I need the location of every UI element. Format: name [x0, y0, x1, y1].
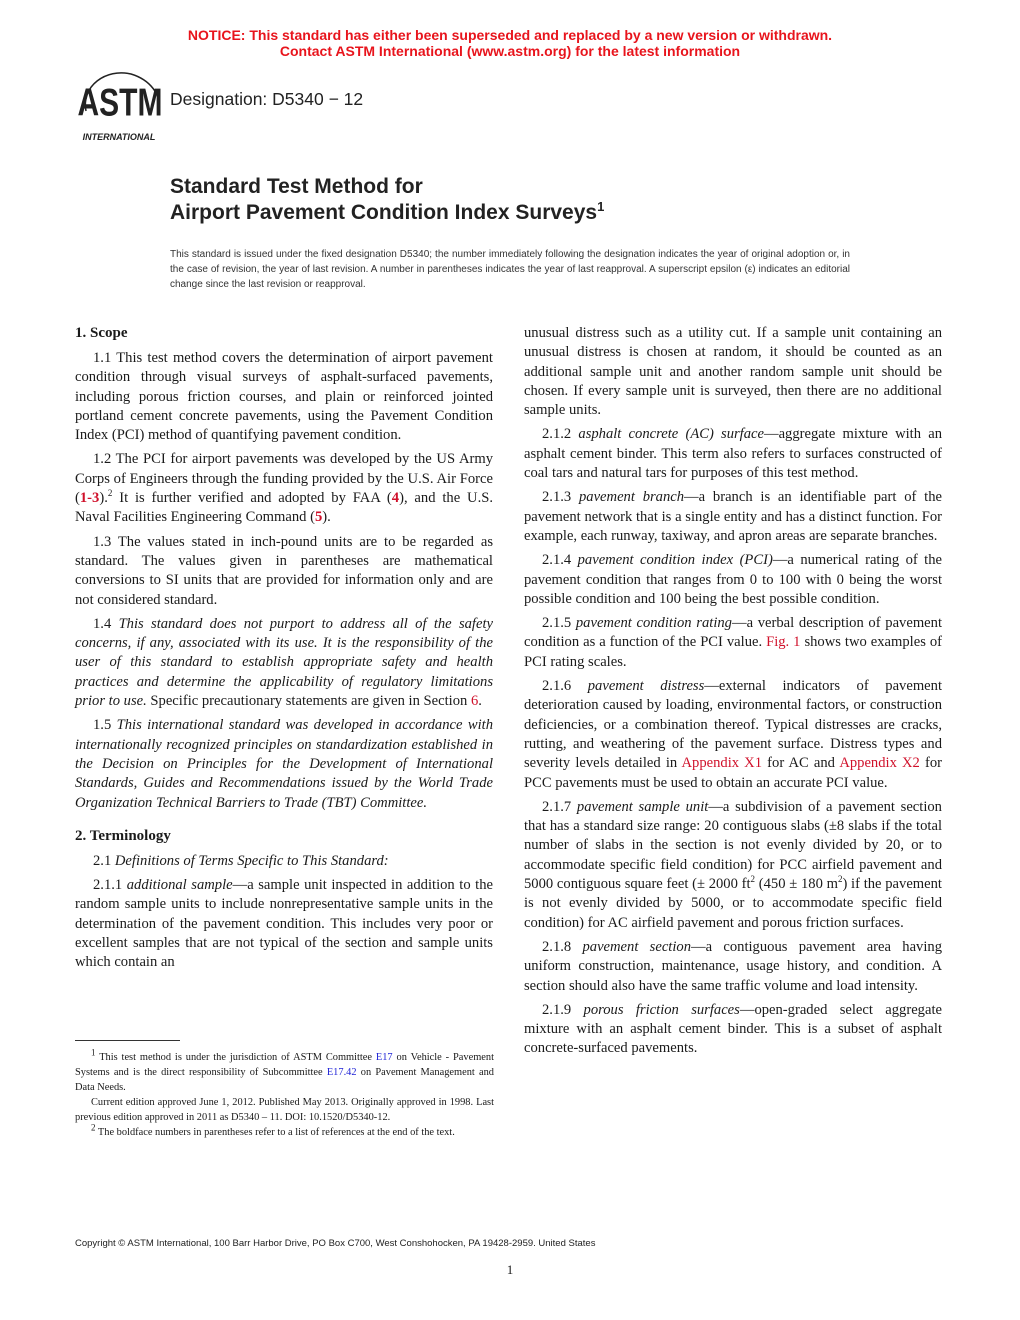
title-line-2: Airport Pavement Condition Index Surveys — [170, 201, 598, 224]
footnotes — [75, 1047, 494, 1140]
paragraph — [524, 324, 942, 420]
reference-link[interactable]: 5 — [314, 509, 323, 526]
cross-reference-link[interactable]: Appendix X1 — [681, 755, 763, 772]
text-run: for PCC pavements must be used to obtain an accurate PCI value. — [524, 755, 942, 791]
copyright: Copyright © ASTM International, 100 Barr Harbor Drive, PO Box C700, West Conshohocken, PA 19428-2959. United States — [75, 1238, 596, 1249]
text-run: 2.1.6 — [542, 678, 588, 695]
text-run: . — [478, 693, 482, 710]
text-run: on Vehicle - Pavement Systems and is the direct responsibility of Subcommittee — [75, 1052, 494, 1078]
text-run: The boldface numbers in parentheses refer to a list of references at the end of the text. — [95, 1127, 455, 1138]
italic-text: asphalt concrete (AC) surface — [578, 426, 764, 443]
footnote-ref[interactable]: 1 — [91, 1047, 96, 1058]
italic-text: additional sample — [126, 877, 233, 894]
footnote-ref[interactable]: 2 — [750, 874, 756, 885]
title-line-1: Standard Test Method for — [170, 175, 423, 198]
text-run: —a sample unit inspected in addition to the random sample units to include nonrepresentative sample units in the determination of the pavement condition. This includes very poor or excellent samples that are not typical of the section and sample units which contain an — [75, 877, 493, 971]
text-run: 2.1 — [93, 852, 115, 869]
designation: Designation: D5340 − 12 — [170, 89, 364, 109]
paragraph — [524, 488, 942, 546]
title-footnote-ref[interactable]: 1 — [597, 199, 605, 214]
footnote-ref[interactable]: 2 — [837, 874, 843, 885]
paragraph — [75, 716, 493, 812]
text-run: 2.1.3 — [542, 489, 579, 506]
paragraph — [75, 852, 493, 871]
text-run: 2.1.7 — [542, 798, 577, 815]
footnote — [75, 1095, 494, 1125]
footnote-divider — [75, 1040, 180, 1041]
text-run: It is further verified and adopted by FAA ( — [112, 490, 392, 507]
text-run: 2.1.4 — [542, 552, 578, 569]
reference-link[interactable]: 4 — [391, 490, 400, 507]
committee-link[interactable]: E17.42 — [326, 1067, 357, 1078]
committee-link[interactable]: E17 — [375, 1052, 393, 1063]
withdrawal-notice — [0, 27, 1020, 59]
footnote — [75, 1047, 494, 1095]
text-run: (450 ± 180 m — [755, 876, 838, 893]
text-run: 2.1.9 — [542, 1001, 584, 1018]
paragraph — [524, 614, 942, 672]
notice-line-2: Contact ASTM International (www.astm.org) for the latest information — [279, 43, 741, 59]
italic-text: porous friction surfaces — [583, 1001, 740, 1018]
paragraph — [75, 349, 493, 445]
text-run: unusual distress such as a utility cut. If a sample unit containing an unusual distress is chosen at random, it should be counted as an additional sample unit and another random sample unit should be chosen. If every sample unit is surveyed, then there are no additional sample units. — [524, 325, 942, 419]
text-run: ) if the pavement is not evenly divided by 5000, or to accommodate specific field condition) for AC airfield pavement and porous friction surfaces. — [524, 876, 942, 931]
italic-text: pavement section — [582, 938, 692, 955]
text-run: 2.1.5 — [542, 615, 576, 632]
text-run: ). — [99, 490, 108, 507]
italic-text: This standard does not purport to address all of the safety concerns, if any, associated with its use. It is the responsibility of the user of this standard to establish appropriate safety and health practices and determine the applicability of regulatory limitations prior to use. — [75, 615, 493, 710]
text-run: 1.2 The PCI for airport pavements was developed by the US Army Corps of Engineers through the funding provided by the U.S. Air Force ( — [75, 451, 493, 507]
text-run: 1.4 — [93, 615, 119, 632]
reference-link[interactable]: 1-3 — [79, 490, 100, 507]
text-run: 1.3 The values stated in inch-pound units are to be regarded as standard. The values given in parentheses are mathematical conversions to SI units that are provided for information only and are not considered standard. — [75, 533, 493, 608]
cross-reference-link[interactable]: 6 — [470, 693, 479, 710]
paragraph — [524, 798, 942, 933]
paragraph — [524, 551, 942, 609]
text-run: —external indicators of pavement deterioration caused by loading, environmental factors, or construction deficiencies, or a combination thereof. Typical distresses are cracks, rutting, and weathering of the pavement surface. Distress types and severity levels detailed in — [524, 678, 943, 772]
text-run: 2. Terminology — [75, 827, 171, 844]
svg-text:INTERNATIONAL: INTERNATIONAL — [82, 132, 156, 142]
text-run: shows two examples of PCI rating scales. — [524, 634, 943, 670]
text-run: ), and the U.S. Naval Facilities Engineering Command ( — [75, 490, 493, 526]
text-run: 2.1.2 — [542, 426, 579, 443]
text-run: 1. Scope — [75, 325, 128, 341]
page-number: 1 — [506, 1262, 514, 1277]
section-heading — [75, 324, 493, 343]
paragraph — [524, 425, 942, 483]
text-run: ). — [322, 509, 331, 526]
footnote-ref[interactable]: 2 — [91, 1122, 96, 1133]
italic-text: pavement condition index (PCI) — [577, 552, 773, 569]
text-run: —open-graded select aggregate mixture with an asphalt cement binder. This is a subset of asphalt concrete-surfaced pavements. — [524, 1001, 942, 1057]
paragraph — [75, 450, 493, 527]
text-run: 1.5 — [93, 717, 117, 734]
text-run: —aggregate mixture with an asphalt cement binder. This term also refers to surfaces constructed of coal tars and natural tars for purposes of this test method. — [524, 426, 942, 482]
text-run: —a subdivision of a pavement section that has a standard size range: 20 contiguous slabs (±8 slabs if the total number of slabs in the section is not evenly divided by 20, or to accommodate specific field condition) for PCC airfield pavement and 5000 contiguous square feet (± 2000 ft — [524, 798, 942, 893]
text-run: 2.1.1 — [93, 877, 127, 894]
svg-text:ASTM: ASTM — [77, 81, 162, 125]
italic-text: pavement sample unit — [576, 798, 709, 815]
notice-line-1: NOTICE: This standard has either been superseded and replaced by a new version or withdrawn. — [187, 27, 833, 43]
paragraph — [524, 1001, 942, 1059]
italic-text: pavement condition rating — [575, 615, 732, 632]
document-title — [170, 174, 604, 226]
footnote-ref[interactable]: 2 — [107, 488, 113, 499]
italic-text: Definitions of Terms Specific to This Standard: — [114, 852, 389, 869]
footnote — [75, 1122, 494, 1140]
cross-reference-link[interactable]: Appendix X2 — [839, 755, 920, 772]
text-run: Current edition approved June 1, 2012. Published May 2013. Originally approved in 1998. Last previous edition approved in 2011 as D5340 – 11. DOI: 10.1520/D5340-12. — [75, 1097, 494, 1123]
italic-text: pavement distress — [587, 678, 705, 695]
issuance-statement: This standard is issued under the fixed designation D5340; the number immediately following the designation indicates the year of original adoption or, in the case of revision, the year of last revision. A number in parentheses indicates the year of last reapproval. A superscript epsilon (ε) indicates an editorial change since the last revision or reapproval. — [170, 249, 850, 290]
right-column — [524, 324, 942, 1064]
cross-reference-link[interactable]: Fig. 1 — [766, 634, 801, 651]
text-run: 1.1 This test method covers the determination of airport pavement condition through visual surveys of asphalt-surfaced pavements, including porous friction courses, and plain or reinforced jointed portland cement concrete pavements, using the Pavement Condition Index (PCI) method of quantifying pavement condition. — [75, 350, 493, 444]
text-run: This test method is under the jurisdiction of ASTM Committee — [95, 1052, 376, 1063]
text-run: Specific precautionary statements are given in Section — [146, 693, 471, 710]
paragraph — [75, 615, 493, 711]
italic-text: This international standard was developed in accordance with internationally recognized principles on standardization established in the Decision on Principles for the Development of International Standards, Guides and Recommendations issued by the World Trade Organization Technical Barriers to Trade (TBT) Committee. — [75, 717, 494, 811]
text-run: on Pavement Management and Data Needs. — [75, 1067, 494, 1093]
text-run: —a branch is an identifiable part of the pavement network that is a single entity and has a distinct function. For example, each runway, taxiway, and apron areas are separate branches. — [524, 489, 942, 544]
left-column — [75, 324, 493, 978]
italic-text: pavement branch — [578, 489, 685, 506]
paragraph — [75, 533, 493, 610]
paragraph — [524, 938, 942, 996]
paragraph — [524, 677, 942, 793]
paragraph — [75, 876, 493, 972]
astm-logo — [76, 66, 162, 142]
text-run: —a verbal description of pavement condition as a function of the PCI value. — [524, 615, 942, 651]
text-run: for AC and — [762, 755, 840, 772]
section-heading — [75, 827, 493, 846]
text-run: —a numerical rating of the pavement condition that ranges from 0 to 100 with 0 being the worst possible condition and 100 being the best possible condition. — [524, 552, 942, 607]
text-run: 2.1.8 — [542, 938, 583, 955]
text-run: —a contiguous pavement area having uniform construction, maintenance, usage history, and condition. A section should also have the same traffic volume and load intensity. — [524, 938, 942, 994]
